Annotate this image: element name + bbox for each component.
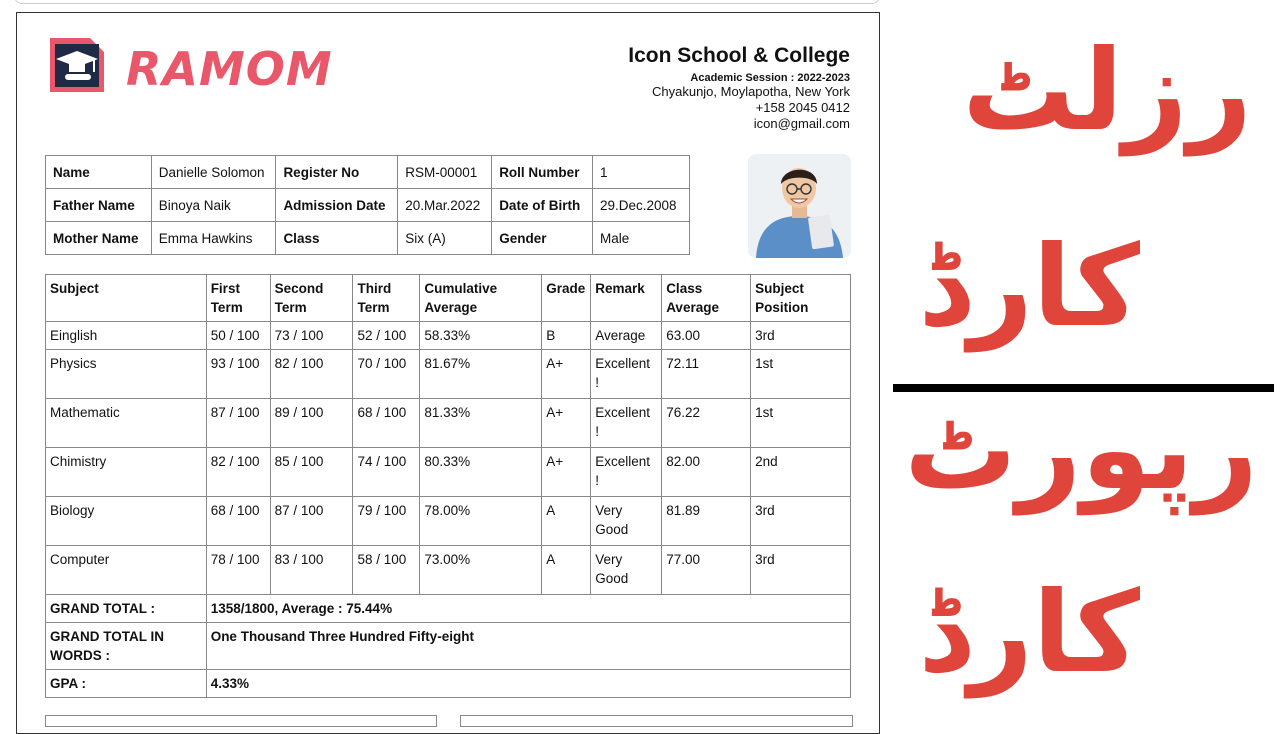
cell-second-term: 85 / 100: [270, 448, 353, 497]
cell-subject: Einglish: [46, 322, 207, 350]
header-remark: Remark: [591, 275, 662, 322]
student-photo: [748, 154, 851, 258]
urdu-title-card-1: کارڈ: [918, 222, 1140, 352]
cell-cumulative: 58.33%: [420, 322, 542, 350]
cell-second-term: 83 / 100: [270, 546, 353, 595]
cell-second-term: 89 / 100: [270, 399, 353, 448]
cell-class-average: 77.00: [662, 546, 751, 595]
cell-first-term: 93 / 100: [206, 350, 270, 399]
footer-box-left: [45, 715, 437, 727]
cell-class-average: 72.11: [662, 350, 751, 399]
table-row: [46, 399, 851, 448]
info-row: [46, 189, 690, 222]
cell-third-term: 52 / 100: [353, 322, 420, 350]
school-name: Icon School & College: [628, 44, 850, 67]
cell-cumulative: 80.33%: [420, 448, 542, 497]
gpa-label: GPA :: [46, 670, 207, 698]
cell-class-average: 81.89: [662, 497, 751, 546]
gender-label: Gender: [492, 222, 593, 255]
header-class-average: Class Average: [662, 275, 751, 322]
cell-subject: Physics: [46, 350, 207, 399]
register-number: RSM-00001: [398, 156, 492, 189]
urdu-title-result: رزلٹ: [962, 26, 1252, 156]
cell-second-term: 87 / 100: [270, 497, 353, 546]
student-info-table: [45, 155, 690, 255]
cell-position: 3rd: [751, 546, 851, 595]
urdu-title-report: رپورٹ: [904, 385, 1258, 515]
student-name: Danielle Solomon: [151, 156, 276, 189]
table-row: [46, 448, 851, 497]
school-phone: +158 2045 0412: [755, 100, 850, 115]
cell-remark: Excellent !: [591, 448, 662, 497]
header-second-term: Second Term: [270, 275, 353, 322]
roll-number: 1: [592, 156, 689, 189]
cell-subject: Chimistry: [46, 448, 207, 497]
cell-first-term: 78 / 100: [206, 546, 270, 595]
academic-session: Academic Session : 2022-2023: [690, 72, 850, 84]
date-of-birth: 29.Dec.2008: [592, 189, 689, 222]
school-address: Chyakunjo, Moylapotha, New York: [651, 84, 850, 99]
grand-total-words-row: [46, 623, 851, 670]
class-label: Class: [276, 222, 398, 255]
urdu-title-card-2: کارڈ: [918, 568, 1140, 698]
roll-label: Roll Number: [492, 156, 593, 189]
cell-grade: A+: [542, 399, 591, 448]
marks-header-row: [46, 275, 851, 322]
name-label: Name: [46, 156, 152, 189]
cell-remark: Very Good: [591, 497, 662, 546]
gpa-value: 4.33%: [206, 670, 850, 698]
grand-total-words-value: One Thousand Three Hundred Fifty-eight: [206, 623, 850, 670]
header-cumulative-average: Cumulative Average: [420, 275, 542, 322]
father-name: Binoya Naik: [151, 189, 276, 222]
cell-position: 1st: [751, 399, 851, 448]
mother-label: Mother Name: [46, 222, 152, 255]
header-first-term: First Term: [206, 275, 270, 322]
grand-total-words-label: GRAND TOTAL IN WORDS :: [46, 623, 207, 670]
cell-remark: Average: [591, 322, 662, 350]
footer-box-right: [460, 715, 853, 727]
student-photo-image: [748, 154, 851, 258]
cell-position: 1st: [751, 350, 851, 399]
cell-third-term: 74 / 100: [353, 448, 420, 497]
cell-second-term: 82 / 100: [270, 350, 353, 399]
school-header: [628, 44, 850, 132]
class-value: Six (A): [398, 222, 492, 255]
father-label: Father Name: [46, 189, 152, 222]
graduation-cap-icon: [46, 34, 108, 96]
cell-subject: Biology: [46, 497, 207, 546]
cell-remark: Very Good: [591, 546, 662, 595]
cell-position: 2nd: [751, 448, 851, 497]
grand-total-label: GRAND TOTAL :: [46, 595, 207, 623]
cell-grade: A: [542, 497, 591, 546]
cell-position: 3rd: [751, 497, 851, 546]
cell-grade: A: [542, 546, 591, 595]
school-logo: [46, 34, 346, 110]
cell-grade: B: [542, 322, 591, 350]
cell-class-average: 82.00: [662, 448, 751, 497]
dob-label: Date of Birth: [492, 189, 593, 222]
register-label: Register No: [276, 156, 398, 189]
cell-grade: A+: [542, 448, 591, 497]
cell-first-term: 50 / 100: [206, 322, 270, 350]
cell-remark: Excellent !: [591, 399, 662, 448]
info-row: [46, 156, 690, 189]
header-subject: Subject: [46, 275, 207, 322]
gpa-row: [46, 670, 851, 698]
grand-total-value: 1358/1800, Average : 75.44%: [206, 595, 850, 623]
cell-cumulative: 78.00%: [420, 497, 542, 546]
cell-subject: Mathematic: [46, 399, 207, 448]
cell-third-term: 70 / 100: [353, 350, 420, 399]
browser-top-edge: [14, 0, 880, 4]
logo-wordmark: RAMOM: [126, 42, 333, 96]
gender-value: Male: [592, 222, 689, 255]
admission-label: Admission Date: [276, 189, 398, 222]
cell-first-term: 87 / 100: [206, 399, 270, 448]
mother-name: Emma Hawkins: [151, 222, 276, 255]
header-subject-position: Subject Position: [751, 275, 851, 322]
cell-position: 3rd: [751, 322, 851, 350]
header-grade: Grade: [542, 275, 591, 322]
cell-class-average: 63.00: [662, 322, 751, 350]
cell-class-average: 76.22: [662, 399, 751, 448]
cell-cumulative: 81.67%: [420, 350, 542, 399]
header-third-term: Third Term: [353, 275, 420, 322]
cell-cumulative: 81.33%: [420, 399, 542, 448]
cell-third-term: 79 / 100: [353, 497, 420, 546]
school-email: icon@gmail.com: [753, 116, 850, 131]
table-row: [46, 497, 851, 546]
table-row: [46, 546, 851, 595]
cell-first-term: 68 / 100: [206, 497, 270, 546]
table-row: [46, 322, 851, 350]
cell-cumulative: 73.00%: [420, 546, 542, 595]
cell-remark: Excellent !: [591, 350, 662, 399]
cell-first-term: 82 / 100: [206, 448, 270, 497]
marks-table: [45, 274, 851, 698]
table-row: [46, 350, 851, 399]
cell-grade: A+: [542, 350, 591, 399]
grand-total-row: [46, 595, 851, 623]
cell-subject: Computer: [46, 546, 207, 595]
cell-second-term: 73 / 100: [270, 322, 353, 350]
cell-third-term: 68 / 100: [353, 399, 420, 448]
admission-date: 20.Mar.2022: [398, 189, 492, 222]
cell-third-term: 58 / 100: [353, 546, 420, 595]
info-row: [46, 222, 690, 255]
